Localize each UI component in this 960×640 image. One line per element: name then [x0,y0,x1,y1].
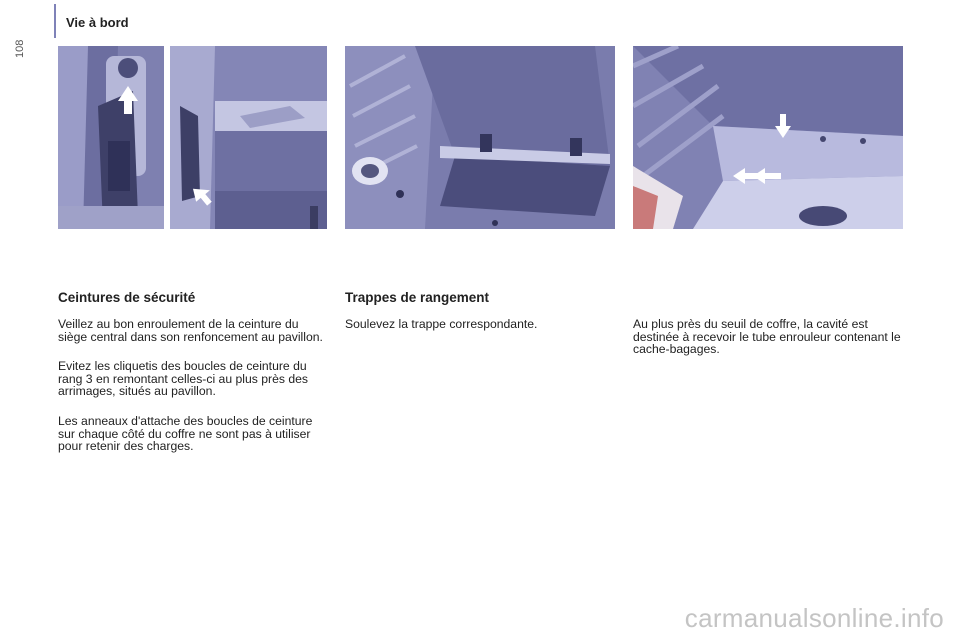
storage-hatch-photo [345,46,615,229]
seatbelts-paragraph-2: Evitez les cliquetis des boucles de ceinture du rang 3 en remontant celles-ci au plus près des arrimages, situés au pavillon. [58,359,308,399]
storage-paragraph-2: Au plus près du seuil de coffre, la cavité est destinée à recevoir le tube enrouleur contenant le cache-bagages. [633,317,901,357]
header-accent-rule [54,4,56,38]
watermark: carmanualsonline.info [684,603,944,633]
page-number: 108 [14,40,26,59]
section-title: Vie à bord [66,15,129,30]
boot-cavity-photo [633,46,903,229]
storage-heading: Trappes de rangement [345,290,490,305]
seatbelt-anchor-photo [58,46,164,229]
seatbelts-paragraph-3: Les anneaux d'attache des boucles de ceinture sur chaque côté du coffre ne sont pas à utiliser pour retenir des charges. [58,414,313,454]
seatbelts-heading: Ceintures de sécurité [58,290,196,305]
seatbelts-paragraph-1: Veillez au bon enroulement de la ceinture du siège central dans son renfoncement au pavillon. [58,317,323,344]
storage-paragraph-1: Soulevez la trappe correspondante. [345,317,538,331]
seatbelt-buckle-photo [170,46,327,229]
